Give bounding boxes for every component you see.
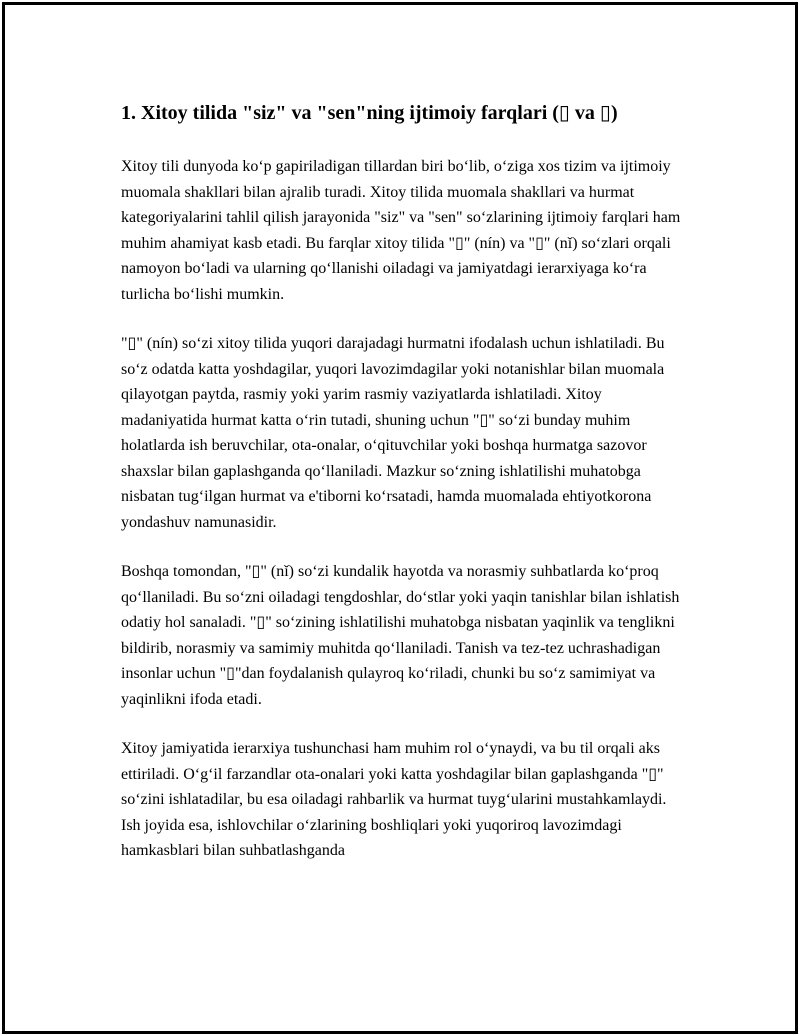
paragraph-3: Boshqa tomondan, "▯" (nǐ) soʻzi kundalik hayotda va norasmiy suhbatlarda koʻproq qoʻllaniladi. Bu soʻzni oiladagi tengdoshlar, doʻstlar yoki yaqin tanishlar bilan ishlatish odatiy hol sanaladi. "▯" soʻzining ishlatilishi muhatobga nisbatan yaqinlik va tenglikni bildirib, norasmiy va samimiy muhitda qoʻllaniladi. Tanish va tez-tez uchrashadigan insonlar uchun "▯"dan foydalanish qulayroq koʻriladi, chunki bu soʻz samimiyat va yaqinlikni ifoda etadi. <box>121 563 680 708</box>
paragraph-1: Xitoy tili dunyoda koʻp gapiriladigan tillardan biri boʻlib, oʻziga xos tizim va ijtimoiy muomala shakllari bilan ajralib turadi. Xitoy tilida muomala shakllari va hurmat kategoriyalarini tahlil qilish jarayonida "siz" va "sen" soʻzlarining ijtimoiy farqlari ham muhim ahamiyat kasb etadi. Bu farqlar xitoy tilida "▯" (nín) va "▯" (nǐ) soʻzlari orqali namoyon boʻladi va ularning qoʻllanishi oiladagi va jamiyatdagi ierarxiyaga koʻra turlicha boʻlishi mumkin. <box>121 158 681 303</box>
paragraph-2: "▯" (nín) soʻzi xitoy tilida yuqori darajadagi hurmatni ifodalash uchun ishlatiladi. Bu soʻz odatda katta yoshdagilar, yuqori lavozimdagilar yoki notanishlar bilan muomala qilayotgan paytda, rasmiy yoki yarim rasmiy vaziyatlarda ishlatiladi. Xitoy madaniyatida hurmat katta oʻrin tutadi, shuning uchun "▯" soʻzi bunday muhim holatlarda ish beruvchilar, ota-onalar, oʻqituvchilar yoki boshqa hurmatga sazovor shaxslar bilan gaplashganda qoʻllaniladi. Mazkur soʻzning ishlatilishi muhatobga nisbatan tugʻilgan hurmat va e'tiborni koʻrsatadi, hamda muomalada ehtiyotkorona yondashuv namunasidir. <box>121 335 665 531</box>
page-fade-overlay <box>5 901 795 981</box>
section-heading: 1. Xitoy tilida "siz" va "sen"ning ijtimoiy farqlari (▯ va ▯) <box>121 102 618 124</box>
document-page <box>2 2 798 1034</box>
paragraph-4: Xitoy jamiyatida ierarxiya tushunchasi ham muhim rol oʻynaydi, va bu til orqali aks ettiriladi. Oʻgʻil farzandlar ota-onalari yoki katta yoshdagilar bilan gaplashganda "▯" soʻzini ishlatadilar, bu esa oiladagi rahbarlik va hurmat tuygʻularini mustahkamlaydi. Ish joyida esa, ishlovchilar oʻzlarining boshliqlari yoki yuqoriroq lavozimdagi hamkasblari bilan suhbatlashganda <box>121 740 667 859</box>
page-bottom-margin <box>5 981 795 1031</box>
document-body <box>121 98 687 888</box>
